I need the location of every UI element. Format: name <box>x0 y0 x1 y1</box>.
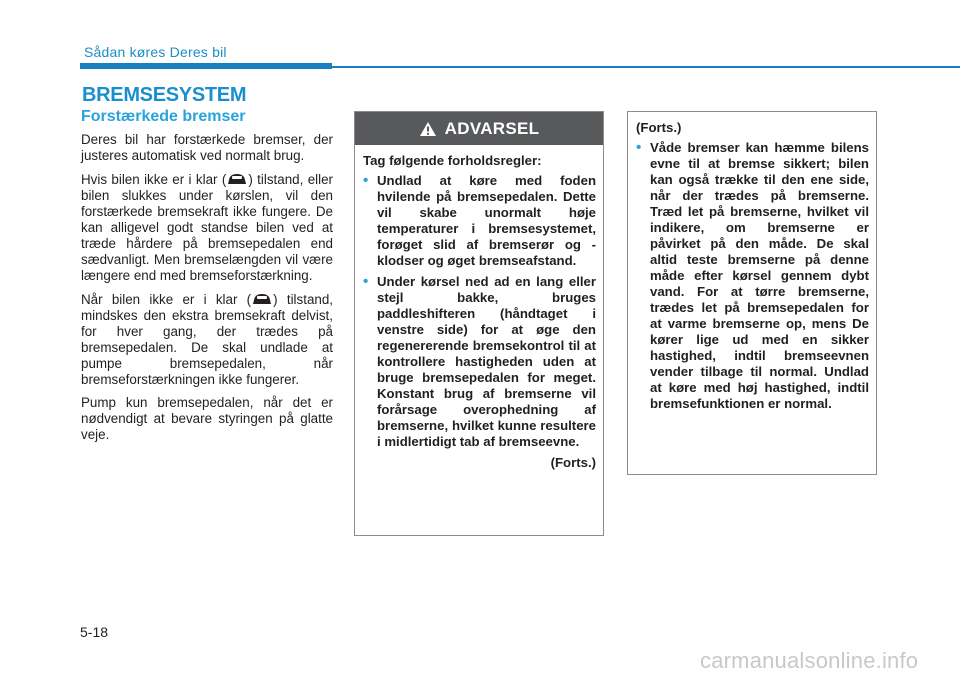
paragraph-2-end: ) tilstand, eller bilen slukkes under kørslen, vil den forstærkede bremsekraft ikke fungere. De kan alligevel godt standse bilen ved at træde hårdere på bremsepedalen end sædvanligt. Men bremselængden vil være længere end med bremseforstærkning. <box>81 172 333 283</box>
warning-body <box>355 145 603 471</box>
continued-item: • Våde bremser kan hæmme bilens evne til at bremse sikkert; bilen kan også trække til den ene side, når der trædes på bremserne. Træd let på bremserne, hvilket vil indikere, om bremserne er påvirket på den måde. De skal altid teste bremserne på denne måde efter kørsel gennem dybt vand. For at tørre bremserne, trædes let på bremsepedalen for at varme bremserne op, mens De kører lige ud med en sikker hastighed, indtil bremseevnen vender tilbage til normal. Undlad at køre med høj hastighed, indtil bremsefunktionen er normal. <box>636 140 869 412</box>
warning-list <box>363 173 596 450</box>
header-rule-thick <box>80 63 332 69</box>
paragraph-3-start: Når bilen ikke er i klar ( <box>81 292 252 307</box>
continued-label: (Forts.) <box>636 120 682 135</box>
warning-header-label: ADVARSEL <box>444 118 540 138</box>
warning-item: • Under kørsel ned ad en lang eller stejl bakke, bruges paddleshifteren (håndtaget i venstre side) for at øge den regenererende bremsekontrol til at kontrollere hastigheden uden at bruge bremsepedalen for meget. Konstant brug af bremserne vil forårsage overophedning af bremserne, hvilket kunne resultere i midlertidigt tab af bremseevne. <box>363 274 596 450</box>
paragraph-1: Deres bil har forstærkede bremser, der justeres automatisk ved normalt brug. <box>81 132 333 163</box>
header-rule-thin <box>332 66 960 68</box>
continued-body <box>628 112 876 412</box>
ready-car-icon <box>251 291 273 307</box>
warning-box <box>354 111 604 536</box>
warning-triangle-icon <box>419 121 437 137</box>
paragraph-4: Pump kun bremsepedalen, når det er nødvendigt at bevare styringen på glatte veje. <box>81 395 333 442</box>
continued-box <box>627 111 877 475</box>
warning-intro: Tag følgende forholdsregler: <box>363 153 542 168</box>
watermark: carmanualsonline.info <box>700 648 919 673</box>
paragraph-2 <box>81 171 333 284</box>
warning-continued-label: (Forts.) <box>550 455 596 470</box>
ready-car-icon <box>226 171 248 187</box>
left-column <box>81 132 333 450</box>
section-title: BREMSESYSTEM <box>82 84 247 106</box>
page-number: 5-18 <box>80 624 109 640</box>
warning-header <box>355 112 603 145</box>
subheading: Forstærkede bremser <box>81 108 246 125</box>
paragraph-3-end: ) tilstand, mindskes den ekstra bremsekraft delvist, for hver gang, der trædes på bremsepedalen. De skal undlade at pumpe bremsepedalen, når bremseforstærkningen ikke fungerer. <box>81 292 334 387</box>
warning-item: • Undlad at køre med foden hvilende på bremsepedalen. Dette vil skabe unormalt høje temperaturer i bremsesystemet, forøget slid af bremserør og -klodser og øget bremseafstand. <box>363 173 596 269</box>
continued-list <box>636 140 869 412</box>
running-header: Sådan køres Deres bil <box>84 44 227 60</box>
paragraph-3 <box>81 291 333 388</box>
paragraph-2-start: Hvis bilen ikke er i klar ( <box>81 172 227 187</box>
